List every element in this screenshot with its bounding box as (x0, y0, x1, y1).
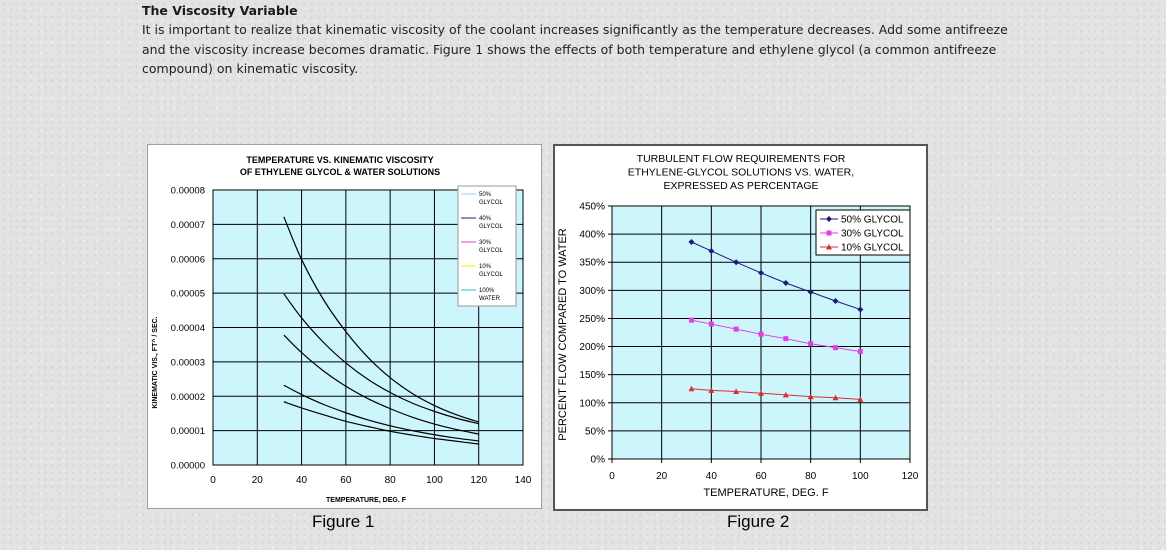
chart-title-line: TURBULENT FLOW REQUIREMENTS FOR (636, 153, 846, 165)
y-tick-label: 100% (579, 398, 605, 410)
x-tick-label: 60 (340, 475, 352, 486)
chart-title-line: OF ETHYLENE GLYCOL & WATER SOLUTIONS (239, 167, 441, 177)
x-axis-label: TEMPERATURE, DEG. F (326, 497, 406, 504)
x-tick-label: 120 (470, 475, 488, 486)
square-marker (734, 327, 739, 332)
y-tick-label: 0.00004 (170, 323, 205, 334)
y-axis-label: KINEMATIC VIS., FT^ / SEC. (152, 316, 159, 409)
chart-legend (458, 186, 516, 306)
y-tick-label: 250% (579, 313, 605, 325)
y-tick-label: 150% (579, 370, 605, 382)
chart-title-line: ETHYLENE-GLYCOL SOLUTIONS VS. WATER, (627, 166, 855, 179)
article-section (142, 2, 1022, 79)
legend-label: 100% (479, 288, 495, 294)
y-tick-label: 0.00003 (170, 357, 205, 369)
legend-label: WATER (479, 296, 500, 302)
legend-label: 50% (479, 192, 492, 198)
legend-label: GLYCOL (479, 272, 503, 278)
x-tick-label: 80 (805, 471, 817, 482)
figure-1-chart (147, 144, 542, 509)
legend-label: 10% (479, 264, 492, 270)
y-tick-label: 0.00000 (170, 460, 205, 472)
legend-label: GLYCOL (479, 224, 503, 230)
x-axis-label: TEMPERATURE, DEG. F (703, 487, 829, 499)
x-tick-label: 0 (609, 471, 615, 482)
y-tick-label: 350% (579, 257, 605, 269)
legend-label: 30% GLYCOL (841, 228, 904, 240)
y-tick-label: 200% (579, 342, 605, 354)
legend-label: GLYCOL (479, 248, 503, 254)
y-tick-label: 0.00001 (170, 426, 205, 438)
chart-title-line: EXPRESSED AS PERCENTAGE (663, 180, 819, 192)
x-tick-label: 60 (755, 471, 767, 482)
square-marker (759, 332, 764, 337)
x-tick-label: 120 (901, 471, 919, 482)
chart-title-line: TEMPERATURE VS. KINEMATIC VISCOSITY (246, 155, 434, 165)
y-tick-label: 0.00002 (170, 391, 205, 403)
x-tick-label: 140 (514, 475, 532, 486)
x-tick-label: 100 (426, 475, 443, 486)
x-tick-label: 80 (384, 475, 396, 486)
figure-2-chart (553, 144, 928, 511)
legend-label: 30% (479, 240, 492, 246)
figure-1-caption: Figure 1 (312, 512, 375, 531)
square-marker (689, 318, 694, 323)
y-tick-label: 0% (590, 454, 605, 466)
x-tick-label: 100 (851, 471, 869, 482)
y-tick-label: 450% (579, 201, 605, 213)
y-tick-label: 400% (579, 229, 605, 241)
section-body: It is important to realize that kinematic viscosity of the coolant increases significantly as the temperature decreases. Add some antifreeze and the viscosity increase becomes dramatic. Figure 1 shows the effects of both temperature and ethylene glycol (a common antifreeze compound) on kinematic viscosity. (142, 22, 1008, 76)
x-tick-label: 20 (656, 471, 668, 482)
x-tick-label: 0 (210, 475, 216, 486)
y-tick-label: 0.00008 (170, 185, 205, 197)
section-heading: The Viscosity Variable (142, 3, 298, 18)
figure-2-caption: Figure 2 (727, 512, 790, 531)
viscosity-chart-svg (148, 145, 541, 508)
square-marker (808, 341, 813, 346)
square-marker (783, 336, 788, 341)
legend-label: GLYCOL (479, 200, 503, 206)
y-tick-label: 0.00007 (170, 219, 205, 231)
x-tick-label: 20 (251, 475, 263, 486)
legend-label: 40% (479, 216, 492, 222)
x-tick-label: 40 (705, 471, 717, 482)
flow-chart-svg (555, 146, 926, 509)
square-marker (709, 322, 714, 327)
square-marker (833, 345, 838, 350)
legend-label: 50% GLYCOL (841, 214, 904, 226)
chart-legend (816, 210, 910, 255)
y-tick-label: 0.00006 (170, 254, 205, 266)
y-tick-label: 0.00005 (170, 288, 205, 300)
square-marker (858, 349, 863, 354)
y-tick-label: 300% (579, 285, 605, 297)
y-tick-label: 50% (584, 426, 605, 438)
x-tick-label: 40 (296, 475, 308, 486)
legend-label: 10% GLYCOL (841, 242, 904, 254)
y-axis-label: PERCENT FLOW COMPARED TO WATER (557, 228, 569, 441)
square-marker (827, 231, 832, 236)
